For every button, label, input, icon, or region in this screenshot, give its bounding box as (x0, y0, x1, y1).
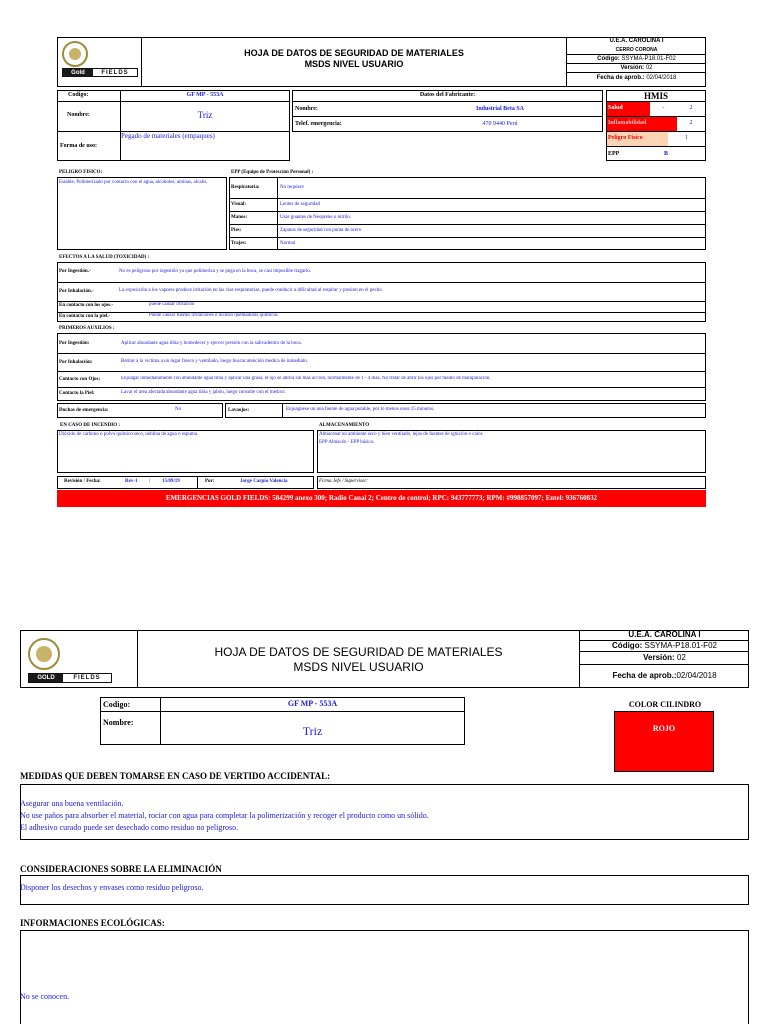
logo-gold-text: Gold (63, 69, 93, 76)
efecto-ojos-label: En contacto con los ojos.- (59, 303, 114, 308)
epp-visual-value: Lentes de seguridad (280, 202, 320, 207)
emergency-contacts-text: EMERGENCIAS GOLD FIELDS: 584299 anexo 300; Radio Canal 2; Centro de control; RPC: 943777773; RPM: #998857097; Entel: 936760832 (165, 494, 598, 502)
epp-trajes-label: Trajes: (231, 241, 247, 246)
logo-fields-text-2: FIELDS (73, 675, 101, 681)
efecto-ingestion-label: Por Ingestión.- (59, 269, 91, 274)
logo-gold-text-2: GOLD (29, 674, 63, 682)
lavaojos-label: Lavaojos: (228, 408, 250, 413)
doc-version: Versión: 02 (567, 63, 706, 72)
epp-title: EPP (Equipo de Protección Personal) : (231, 170, 314, 175)
auxilio-ojos-label: Contacto con Ojos: (59, 377, 101, 382)
forma-uso-value: Pegado de materiales (empaques) (121, 132, 215, 140)
vertido-line-3: El adhesivo curado puede ser desechado como residuo no peligroso. (20, 823, 239, 832)
hmis-epp-value: B (664, 151, 669, 157)
revision-separator: / (149, 479, 151, 484)
vertido-title: MEDIDAS QUE DEBEN TOMARSE EN CASO DE VERTIDO ACCIDENTAL: (20, 771, 331, 781)
hmis-peligro-fisico: Peligro Físico 1 (607, 132, 705, 146)
color-cilindro-value: ROJO (652, 724, 676, 733)
auxilio-ingestion-label: Por Ingestión: (59, 341, 90, 346)
eliminacion-title: CONSIDERACIONES SOBRE LA ELIMINACIÓN (20, 864, 222, 874)
incendio-value: Dióxido de carbono o polvo químico seco, neblina de agua o espuma. (59, 432, 199, 437)
almacenamiento-value-2: EPP Almacén - EPP básico. (319, 440, 375, 445)
eliminacion-value: Disponer los desechos y envases como residuo peligroso. (20, 883, 204, 892)
codigo-value: GF MP - 553A (186, 92, 224, 98)
efecto-inhalacion-label: Por Inhalación.- (59, 289, 94, 294)
uea-label-2: U.E.A. CAROLINA I (628, 630, 701, 639)
revision-label: Revisión / Fecha: (64, 479, 101, 484)
revision-date: 15/09/19 (162, 479, 180, 484)
duchas-label: Duchas de emergencia: (59, 408, 109, 413)
auxilio-piel-label: Contacto la Piel: (59, 391, 95, 396)
incendio-title: EN CASO DE INCENDIO : (60, 423, 121, 428)
manufacturer-name-value: Industrial Beta SA (475, 106, 524, 112)
hmis-title: HMIS (643, 91, 668, 101)
logo-fields-text: FIELDS (101, 69, 129, 76)
efecto-piel-value: Puede causar fuertes irritaciones e incluso quemaduras químicas (149, 313, 278, 318)
nombre-value: Triz (197, 110, 213, 120)
efecto-inhalacion-value: La exposición a los vapores produce irritación en las vías respiratorias, puede conducir a dificultad al respirar y presion en el pecho. (119, 288, 383, 293)
efecto-ingestion-value: No es peligroso por ingestión ya que polimeriza y se pega en la boca, se casi imposible tragarlo. (119, 269, 312, 274)
codigo-label: Codigo: (68, 92, 89, 98)
page-title: HOJA DE DATOS DE SEGURIDAD DE MATERIALES MSDS NIVEL USUARIO (244, 48, 464, 69)
doc-approval-date: Fecha de aprob.: 02/04/2018 (567, 72, 706, 84)
auxilio-piel-value: Lavar el area afectada abundante agua tibia y jabón, luego consulte con el medico. (121, 390, 286, 395)
epp-visual-label: Visual: (231, 202, 247, 207)
efecto-piel-label: En contacto con la piel.- (59, 314, 111, 319)
auxilios-title: PRIMEROS AUXILIOS : (59, 326, 115, 331)
vertido-line-1: Asegurar una buena ventilación. (20, 799, 124, 808)
peligro-fisico-box (57, 177, 227, 250)
emergency-phone-value: 470 9440 Perú (482, 121, 518, 127)
uea-label: U.E.A. CAROLINA I (609, 38, 664, 44)
epp-pies-value: Zapatos de seguridad con punta de acero (280, 228, 362, 233)
color-cilindro-title: COLOR CILINDRO (628, 700, 702, 709)
ecologicas-value: No se conocen. (20, 992, 70, 1001)
revision-value: Rev-1 (125, 479, 138, 484)
lion-emblem-icon-2 (28, 638, 60, 670)
codigo-label-2: Codigo: (103, 700, 131, 709)
revisado-por-value: Jorge Carpio Valencia (240, 479, 288, 484)
emergency-phone-label: Telef. emergencia: (295, 121, 342, 127)
doc-code-2: Código: SSYMA-P18.01-F02 (580, 640, 749, 651)
ecologicas-title: INFORMACIONES ECOLÓGICAS: (20, 918, 165, 928)
epp-respiratoria-value: No requiere (280, 185, 304, 190)
doc-version-2: Versión: 02 (580, 651, 749, 664)
cerro-label: CERRO CORONA (615, 47, 658, 53)
color-cilindro-swatch (614, 711, 714, 772)
hmis-epp-label: EPP (608, 151, 620, 157)
efectos-title: EFECTOS A LA SALUD (TOXICIDAD) : (59, 255, 150, 260)
manufacturer-header: Datos del Fabricante: (419, 92, 476, 98)
duchas-value: No (175, 407, 182, 412)
epp-trajes-value: Normal (280, 241, 296, 246)
doc-approval-date-2: Fecha de aprob.:02/04/2018 (580, 664, 749, 688)
epp-manos-value: Usar guantes de Neoprene o nitrilo. (280, 215, 352, 220)
almacenamiento-title: ALMACENAMIENTO (319, 423, 370, 428)
almacenamiento-value-1: Almacenar en ambiente seco y bien ventilado, lejos de fuentes de ignición o calor. (319, 432, 484, 437)
lavaojos-value: Enjuaguese un una fuente de agua potable, por lo menos unos 15 minutos. (286, 407, 435, 412)
hmis-salud: Salud - 2 (607, 102, 705, 116)
firma-label: Firma Jefe / Supervisor: (319, 479, 369, 484)
peligro-fisico-value: Estable. Polimerizado por contacto con el agua, alcoholes, aminas, alcalis. (59, 180, 208, 185)
page-title-2: HOJA DE DATOS DE SEGURIDAD DE MATERIALES MSDS NIVEL USUARIO (214, 645, 503, 674)
auxilio-inhalacion-value: Retirar a la victima a un lugar fresco y ventilado, luego buscar atención medica de inmediato. (121, 359, 309, 364)
vertido-line-2: No use paños para absorber el material, rociar con agua para completar la polimerización y recoger el producto como un sólido. (20, 811, 429, 820)
auxilio-inhalacion-label: Por Inhalación: (59, 360, 93, 365)
efecto-ojos-value: puede causar irritación (149, 302, 195, 307)
forma-uso-label: Forma de uso: (60, 143, 97, 149)
nombre-label-2: Nombre: (103, 718, 134, 727)
codigo-value-2: GF MP - 553A (287, 699, 338, 708)
vertido-text (20, 798, 429, 834)
manufacturer-name-label: Nombre: (295, 106, 318, 112)
auxilio-ingestion-value: Aplicar abundante agua tibia y humedecer y ejercer presión con la salivadentro de la boca. (121, 341, 302, 346)
peligro-fisico-title: PELIGRO FISICO: (59, 170, 103, 175)
epp-manos-label: Manos: (231, 215, 248, 220)
epp-respiratoria-label: Respiratoria: (231, 185, 260, 190)
nombre-label: Nombre: (67, 112, 90, 118)
doc-control-block (567, 37, 706, 84)
epp-pies-label: Pies: (231, 228, 242, 233)
lion-emblem-icon (62, 41, 88, 67)
firma-box (317, 476, 706, 489)
revisado-por-label: Por: (205, 479, 215, 484)
doc-code: Código: SSYMA-P18.01-F02 (567, 54, 706, 63)
doc-control-block-2 (580, 630, 749, 688)
ecologicas-box (20, 930, 749, 1024)
nombre-value-2: Triz (302, 724, 323, 738)
hmis-inflamabilidad: Inflamabilidad 2 (607, 117, 705, 131)
auxilio-ojos-value: Enjuagar inmediatamente con abundante agua tibia y aplicar una grasa, el ojo se abrira sin mas acción, normalmente de 1 - 4 días. No tratar de abrir los ojos por medio de manipulación. (121, 376, 491, 381)
